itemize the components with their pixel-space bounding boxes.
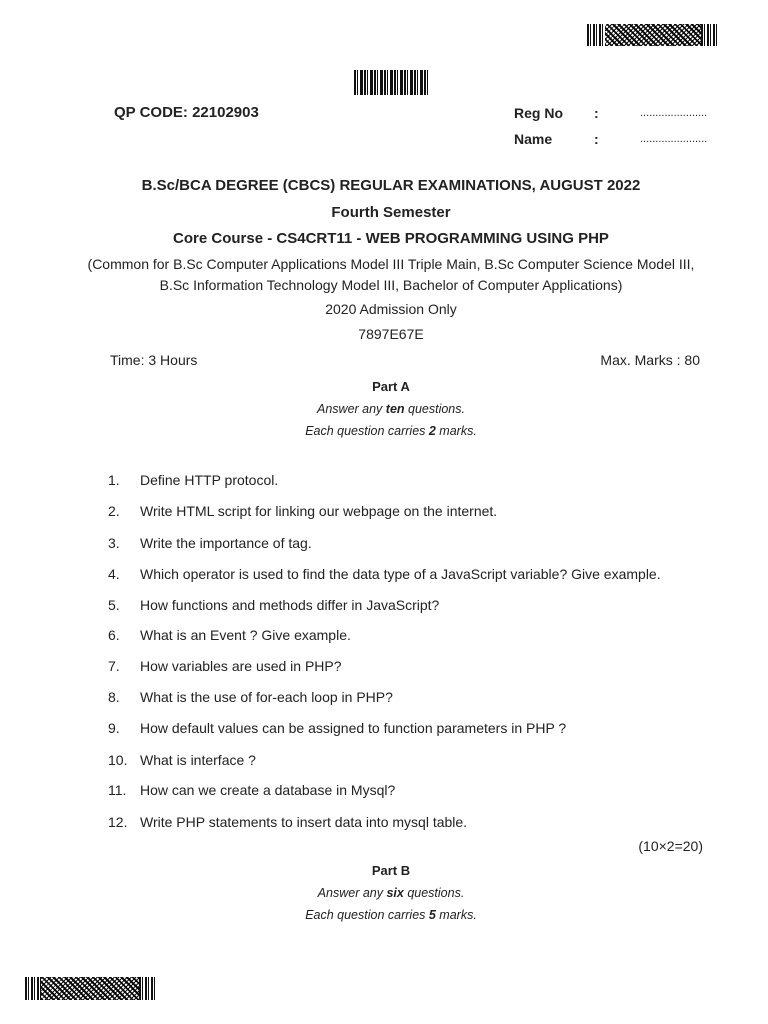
question-number: 1. [108, 472, 120, 488]
question-number: 6. [108, 627, 120, 643]
question-text: Define HTTP protocol. [140, 472, 279, 488]
admission-note: 2020 Admission Only [325, 301, 457, 317]
qp-code: QP CODE: 22102903 [114, 104, 259, 121]
part-a-marks: (10×2=20) [638, 838, 703, 854]
question-number: 10. [108, 752, 128, 768]
barcode-center [354, 70, 428, 95]
question-number: 12. [108, 814, 128, 830]
part-a-title: Part A [372, 379, 410, 394]
max-marks: Max. Marks : 80 [600, 352, 700, 368]
common-line-2: B.Sc Information Technology Model III, Bachelor of Computer Applications) [159, 277, 623, 293]
part-b-title: Part B [371, 863, 411, 878]
question-number: 8. [108, 689, 120, 705]
question-text: What is interface ? [140, 752, 256, 768]
part-b-instruction-1: Answer any six questions. [317, 886, 465, 900]
question-number: 5. [108, 597, 120, 613]
reg-no-label: Reg No [514, 105, 563, 121]
exam-title: B.Sc/BCA DEGREE (CBCS) REGULAR EXAMINATIONS, AUGUST 2022 [141, 177, 641, 194]
question-number: 7. [108, 658, 120, 674]
question-text: What is the use of for-each loop in PHP? [140, 689, 393, 705]
question-number: 11. [108, 782, 127, 798]
name-colon: : [594, 131, 599, 147]
question-text: Write the importance of tag. [140, 535, 312, 551]
reg-no-colon: : [594, 105, 599, 121]
question-number: 2. [108, 503, 120, 519]
paper-code: 7897E67E [358, 326, 424, 342]
name-blank: ...................... [640, 133, 708, 145]
part-a-instruction-1: Answer any ten questions. [317, 402, 465, 416]
question-number: 4. [108, 566, 120, 582]
time-allowed: Time: 3 Hours [110, 352, 198, 368]
semester: Fourth Semester [331, 204, 451, 221]
common-line-1: (Common for B.Sc Computer Applications Model III Triple Main, B.Sc Computer Science Model III, [87, 256, 695, 272]
question-number: 3. [108, 535, 120, 551]
name-label: Name [514, 131, 553, 147]
question-text: Write PHP statements to insert data into mysql table. [140, 814, 468, 830]
question-text: What is an Event ? Give example. [140, 627, 351, 643]
question-text: How default values can be assigned to function parameters in PHP ? [140, 720, 567, 736]
question-text: Write HTML script for linking our webpage on the internet. [140, 503, 498, 519]
question-text: How variables are used in PHP? [140, 658, 342, 674]
part-b-instruction-2: Each question carries 5 marks. [305, 908, 477, 922]
question-number: 9. [108, 720, 120, 736]
reg-no-blank: ...................... [640, 107, 708, 119]
part-a-instruction-2: Each question carries 2 marks. [305, 424, 477, 438]
question-text: How functions and methods differ in JavaScript? [140, 597, 440, 613]
question-text: How can we create a database in Mysql? [140, 782, 396, 798]
question-text: Which operator is used to find the data type of a JavaScript variable? Give example. [140, 566, 661, 582]
course-title: Core Course - CS4CRT11 - WEB PROGRAMMING USING PHP [173, 230, 609, 247]
